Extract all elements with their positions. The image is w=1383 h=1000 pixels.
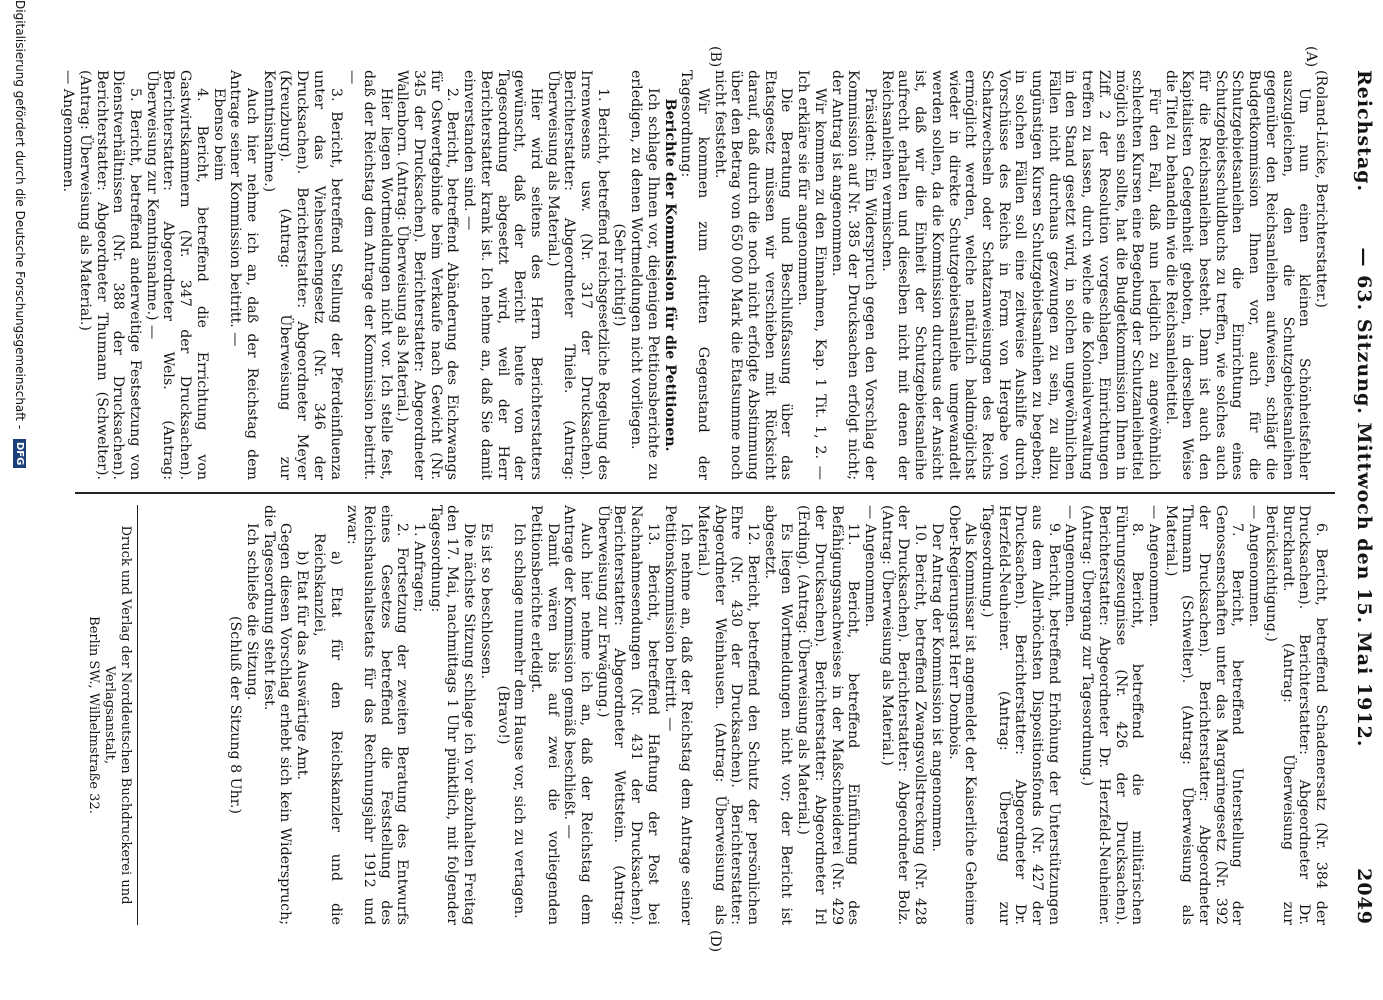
accepted-line: — Angenommen. <box>1145 505 1162 628</box>
paragraph: Hier wird seitens des Herrn Berichterstatters gewünscht, daß der Bericht heute von der Tagesordnung abgesetzt wird, weil der Herr Berichterstatter krank ist. Ich nehme an, daß Sie damit einverstanden sind. — <box>461 70 544 480</box>
paragraph: Ich nehme an, daß der Reichstag dem Antrage seiner Petitionskommission beitritt. — <box>661 505 695 925</box>
running-head <box>1347 70 1375 925</box>
report-item: 11. Bericht, betreffend Einführung des Befähigungsnachweises in der Maßschneiderei (Nr. 429 der Drucksachen). Berichterstatter: Abgeordneter Irl (Erding). (Antrag: Überweisung als Material.) <box>795 505 862 925</box>
paragraph: Gegen diesen Vorschlag erhebt sich kein Widerspruch; die Tagesordnung steht fest. <box>260 505 294 925</box>
right-column <box>227 505 1329 925</box>
paragraph: Auch hier nehme ich an, daß der Reichstag dem Antrage der Kommission gemäß beschließt. — <box>561 505 595 925</box>
paragraph: Wir kommen zum dritten Gegenstand der Tagesordnung: <box>678 70 711 480</box>
margin-letter-d: (D) <box>707 930 723 953</box>
agenda-item: 1. Anfragen; <box>411 523 428 613</box>
accepted-line: — Angenommen. <box>1062 505 1079 628</box>
paragraph: Die Beratung und Beschlußfassung über das Etatsgesetz müssen wir verschieben mit Rücksicht darauf, daß durch die noch nicht erfolgte Abstimmung über den Betrag von 650 000 Mark die Etatsumme noch nicht feststeht. <box>711 70 795 480</box>
report-item: 5. Bericht, betreffend anderweitige Festsetzung von Dienstverhältnissen (Nr. 388 der Drucksachen). Berichterstatter: Abgeordneter Thumann (Schwelter). (Antrag: Überweisung als Material.) <box>76 70 144 480</box>
column-divider <box>75 492 1335 494</box>
left-column <box>60 70 1329 480</box>
report-item: 13. Bericht, betreffend Haftung der Post bei Nachnahmesendungen (Nr. 431 der Drucksachen). Berichterstatter: Abgeordneter Wettstein. (Antrag: Überweisung zur Erwägung.) <box>594 505 661 925</box>
report-item: 8. Bericht, betreffend die militärischen Führungszeugnisse (Nr. 426 der Drucksachen). Berichterstatter: Abgeordneter Dr. Herzfeld-Neuheiner. (Antrag: Übergang zur Tagesordnung.) <box>1079 505 1146 925</box>
interjection: (Bravo!) <box>494 685 511 745</box>
paragraph: Ich schließe die Sitzung. <box>244 523 260 701</box>
interjection: (Sehr richtig!) <box>611 223 628 327</box>
speaker-line: (Roland-Lücke, Berichterstatter.) <box>1313 70 1329 308</box>
paragraph: Damit wären bis auf zwei die vorliegenden Petitionsberichte erledigt. <box>527 505 561 925</box>
paragraph: Die nächste Sitzung schlage ich vor abzuhalten Freitag den 17. Mai, nachmittags 1 Uhr pünktlich, mit folgender Tagesordnung: <box>427 505 478 925</box>
paragraph: Für den Fall, daß nun lediglich zu angewöhnlich schlechten Kursen eine Begebung der Schutzanleihetitel möglich sein sollte, hat die Budgetkommission Ihnen in Ziff. 2 der Resolution vorgeschlagen, Einrichtungen treffen zu lassen, durch welche die Kolonialverwaltung in den Stand gesetzt wird, in solchen ungewöhnlichen Fällen nicht durchaus gezwungen zu sein, zu allzu ungünstigen Kursen Schutzgebietsanleihen zu begeben; in solchen Fällen soll eine zeitweise Aushilfe durch Vorschüsse des Reichs in Form von Hergabe von Schatzwechseln oder Schatzanweisungen des Reichs ermöglicht werden, welche natürlich baldmöglichst wieder in direkte Schutzgebietsanleihe umgewandelt werden sollen, da die Kommission durchaus der Ansicht ist, daß wir die Einheit der Schutzgebietsanleihe aufrecht erhalten und dieselben nicht mit denen der Reichsanleihen vermischen. <box>878 70 1162 480</box>
paragraph: Ich schlage Ihnen vor, diejenigen Petitionsberichte zu erledigen, zu denen Wortmeldungen nicht vorliegen. <box>628 70 661 480</box>
paragraph: Ebenso beim <box>210 88 227 181</box>
accepted-line: — Angenommen. <box>862 505 879 628</box>
paragraph: Es ist so beschlossen. <box>477 523 494 680</box>
imprint-rule <box>137 505 138 925</box>
agenda-subitem: b) Etat für das Auswärtige Amt. <box>294 551 311 781</box>
agenda-subitem: a) Etat für den Reichskanzler und die Reichskanzlei, <box>310 533 344 925</box>
paragraph: Ich schlage nunmehr dem Hause vor, sich zu vertagen. <box>511 523 528 919</box>
paragraph: Wir kommen zu den Einnahmen, Kap. 1 Tit. 1, 2. — Ich erkläre sie für angenommen. <box>795 70 828 480</box>
report-item: 9. Bericht, betreffend Erhöhung der Unterstützungen aus dem Allerhöchsten Dispositionsfonds (Nr. 427 der Drucksachen). Berichterstatter: Abgeordneter Dr. Herzfeld-Neuheiner. (Antrag: Übergang zur Tagesordnung.) <box>978 505 1062 925</box>
report-item: 1. Bericht, betreffend reichsgesetzliche Regelung des Irrenwesens usw. (Nr. 317 der Drucksachen). Berichterstatter: Abgeordneter Thiele. (Antrag: Überweisung als Material.) <box>544 70 611 480</box>
report-item: 6. Bericht, betreffend Schadenersatz (Nr. 384 der Drucksachen). Berichterstatter: Abgeordneter Dr. Burckhardt. (Antrag: Überweisung zur Berücksichtigung.) <box>1262 505 1329 925</box>
printer-imprint <box>85 505 138 925</box>
imprint-line-2: Berlin SW., Wilhelmstraße 32. <box>86 616 101 814</box>
margin-letter-a: (A) <box>1303 46 1319 68</box>
paragraph: Auch hier nehme ich an, daß der Reichstag dem Antrage seiner Kommission beitritt. — <box>227 70 260 480</box>
report-item: 4. Bericht, betreffend die Errichtung von Gastwirtskammern (Nr. 347 der Drucksachen). Berichterstatter: Abgeordneter Wels. (Antrag: Überweisung zur Kenntnisnahme.) — <box>143 70 210 480</box>
running-head-center: — 63. Sitzung. Mittwoch den 15. Mai 1912. <box>1353 247 1375 748</box>
margin-letter-b: (B) <box>707 46 723 68</box>
report-item: 10. Bericht, betreffend Zwangsvollstreckung (Nr. 428 der Drucksachen). Berichterstatter: Abgeordneter Bolz. (Antrag: Überweisung als Material.) <box>878 505 929 925</box>
report-item: 2. Bericht, betreffend Abänderung des Eichzwangs für Ostwertgebinde beim Verkaufe nach Gewicht (Nr. 345 der Drucksachen). Berichterstatter: Abgeordneter Wallenborn. (Antrag: Überweisung als Material.) <box>394 70 461 480</box>
report-item: 7. Bericht, betreffend Unterstellung der Genossenschaften unter das Margarinegesetz (Nr. 392 der Drucksachen). Berichterstatter: Abgeordneter Thumann (Schwelter). (Antrag: Überweisung als Material.) <box>1162 505 1246 925</box>
accepted-line: — Angenommen. <box>60 70 77 193</box>
accepted-line: — Angenommen. <box>1246 505 1263 628</box>
paragraph: Präsident: Ein Widerspruch gegen den Vorschlag der Kommission auf Nr. 385 der Drucksachen erfolgt nicht; der Antrag ist angenommen. <box>828 70 879 480</box>
paragraph: Es liegen Wortmeldungen nicht vor; der Bericht ist abgesetzt. <box>761 505 795 925</box>
closing-note: (Schluß der Sitzung 8 Uhr.) <box>227 616 244 814</box>
running-head-left: Reichstag. <box>1353 70 1375 193</box>
paragraph: Als Kommissar ist angemeldet der Kaiserliche Geheime Ober-Regierungsrat Herr Dombois. <box>945 505 979 925</box>
report-item: 3. Bericht, betreffend Stellung der Pferdeinfluenza unter das Viehseuchengesetz (Nr. 346 der Drucksachen). Berichterstatter: Abgeordneter Meyer (Kreuzburg). (Antrag: Überweisung zur Kenntnisnahme.) <box>260 70 344 480</box>
section-heading: Berichte der Kommission für die Petitionen. <box>661 98 678 452</box>
footer-text: Digitalisierung gefördert durch die Deutsche Forschungsgemeinschaft - <box>13 0 27 430</box>
report-item: 12. Bericht, betreffend den Schutz der persönlichen Ehre (Nr. 430 der Drucksachen). Berichterstatter: Abgeordneter Weinhausen. (Antrag: Überweisung als Material.) <box>694 505 762 925</box>
agenda-item: 2. Fortsetzung der zweiten Beratung des Entwurfs eines Gesetzes betreffend die Feststellung des Reichshaushaltsetats für das Rechnungsjahr 1912 und zwar: <box>344 505 411 925</box>
digitization-footer <box>13 0 27 468</box>
dfg-logo: DFG <box>13 439 26 468</box>
page-number: 2049 <box>1353 868 1375 925</box>
imprint-line-1: Druck und Verlag der Norddeutschen Buchdruckerei und Verlagsanstalt, <box>102 525 133 905</box>
paragraph: Um nun einen kleinen Schönheitsfehler auszugleichen, den die Schutzgebietsanleihen gegenüber den Reichsanleihen aufweisen, schlägt die Budgetkommission Ihnen vor, auch für die Schutzgebietsanleihen die Einrichtung eines Schutzgebietsschuldbuchs zu treffen, wie solches auch für die Reichsanleihen besteht. Dann ist auch den Kapitalisten Gelegenheit geboten, in derselben Weise die Titel zu behandeln wie die Reichsanleihetitel. <box>1162 70 1313 480</box>
paragraph: Der Antrag der Kommission ist angenommen. <box>928 523 945 852</box>
paragraph: Hier liegen Wortmeldungen nicht vor. Ich stelle fest, daß der Reichstag dem Antrage der Kommission beitritt. — <box>344 70 394 480</box>
